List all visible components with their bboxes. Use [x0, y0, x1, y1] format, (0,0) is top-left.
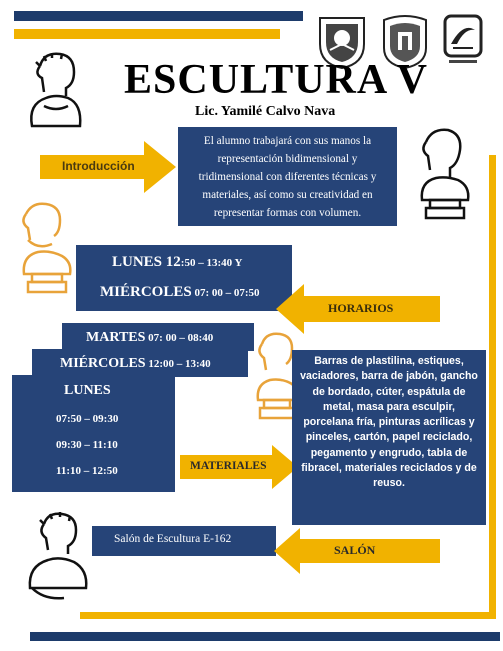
lunes-time-2: 09:30 – 11:10 [56, 439, 118, 451]
martes-line [86, 328, 213, 346]
materials-box [292, 350, 486, 525]
intro-text: El alumno trabajará con sus manos la representación bidimensional y tridimensional con diferentes técnicas y materiales, así como su creatividad en representar formas con volumen. [198, 135, 377, 219]
bust-top-left-icon [22, 48, 92, 128]
bust-bottom-left-icon [24, 508, 94, 602]
schedule-time-2: 07: 00 – 07:50 [191, 287, 260, 299]
bottom-navy-bar [30, 632, 500, 641]
schedule-time-1: :50 – 13:40 Y [180, 257, 243, 269]
schedule-box-lunes [12, 375, 175, 492]
horarios-label: HORARIOS [328, 301, 394, 315]
page-title: ESCULTURA V [124, 57, 428, 103]
salon-arrow [274, 528, 440, 574]
bottom-gold-bar [80, 612, 496, 619]
lunes-time-1: 07:50 – 09:30 [56, 413, 119, 425]
intro-arrow-label: Introducción [62, 159, 135, 173]
martes-day: MARTES [86, 330, 146, 345]
room-text: Salón de Escultura E-162 [114, 533, 232, 545]
lunes-time-3: 11:10 – 12:50 [56, 465, 118, 477]
right-gold-bar [489, 155, 496, 615]
schedule-day-1: LUNES 12 [112, 254, 181, 270]
room-box [92, 526, 276, 556]
schedule-box-1 [76, 245, 292, 311]
intro-arrow [40, 141, 176, 193]
miercoles-time: 12:00 – 13:40 [145, 358, 211, 370]
intro-text-box [178, 127, 397, 226]
miercoles-line [60, 354, 211, 372]
salon-label: SALÓN [334, 543, 376, 557]
schedule-day-2: MIÉRCOLES [100, 284, 192, 300]
lunes-day: LUNES [64, 383, 111, 398]
schedule-line-2 [100, 283, 260, 301]
miercoles-day: MIÉRCOLES [60, 356, 146, 371]
top-navy-bar [14, 11, 303, 21]
materiales-label: MATERIALES [190, 460, 267, 472]
schedule-box-martes [62, 323, 254, 351]
schedule-line-1 [112, 253, 242, 271]
schedule-box-miercoles [32, 349, 248, 377]
materials-text: Barras de plastilina, estiques, vaciadores, barra de jabón, gancho de bordado, cúter, espátula de metal, masa para esculpir, porcelana fría, pinturas acrílicas y pinceles, cartón, papel reciclado, pegamento y engrudo, tabla de fibracel, materiales reciclados y de reuso. [300, 355, 478, 490]
materiales-arrow [180, 445, 298, 489]
bust-right-icon [412, 126, 476, 222]
horarios-arrow [276, 284, 440, 334]
top-gold-bar [14, 29, 280, 39]
teacher-name: Lic. Yamilé Calvo Nava [195, 104, 336, 119]
school-logo [443, 14, 483, 68]
bust-orange-left-icon [14, 200, 78, 296]
martes-time: 07: 00 – 08:40 [145, 332, 214, 344]
